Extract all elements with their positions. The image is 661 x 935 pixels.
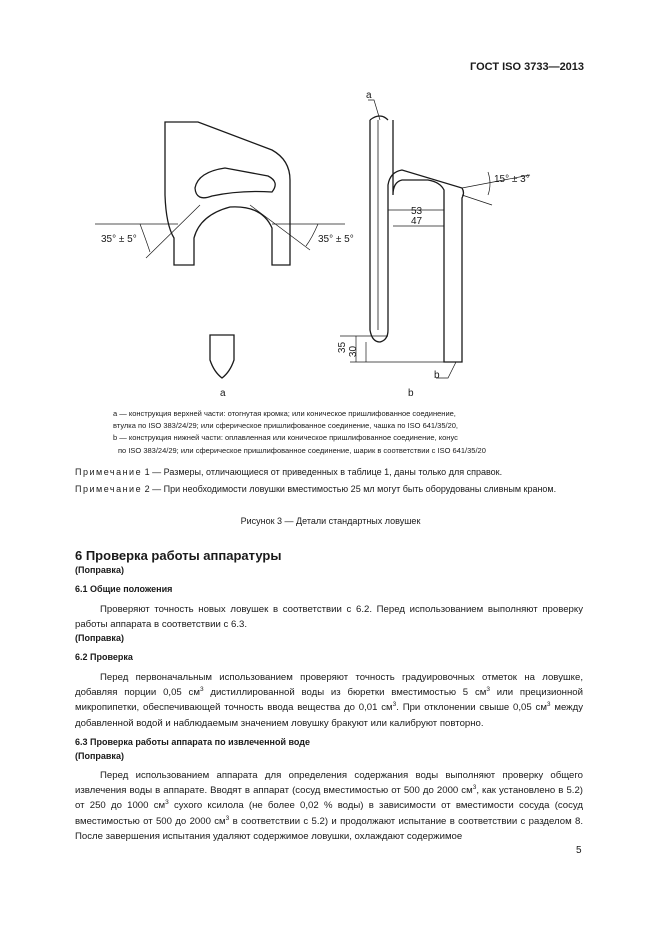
section-6-amendment: (Поправка) — [75, 565, 124, 575]
section-6-3-title: 6.3 Проверка работы аппарата по извлеченной воде — [75, 737, 311, 747]
legend-line: втулка по ISO 383/24/29; или сферическое пришлифованное соединение, чашка по ISO 641/35/20, — [113, 421, 459, 431]
note-2 — [75, 482, 585, 497]
dim-47-label: 47 — [411, 216, 423, 227]
angle-top-label: 15° ± 3° — [494, 174, 530, 185]
section-6-2-title: 6.2 Проверка — [75, 652, 133, 662]
legend-line: a — конструкция верхней части: отогнутая кромка; или коническое пришлифованное соединение, — [113, 409, 456, 418]
figure-legend — [75, 408, 595, 457]
angle-left-label: 35° ± 5° — [101, 234, 137, 245]
page-number: 5 — [576, 845, 582, 856]
section-6-1-paragraph: Проверяют точность новых ловушек в соответствии с 6.2. Перед использованием выполняют проверку работы аппарата в соответствии с 6.3. — [75, 604, 583, 631]
note-1-text: 1 — Размеры, отличающиеся от приведенных в таблице 1, даны только для справок. — [144, 467, 503, 477]
trap-a-tip — [210, 335, 234, 378]
note-2-text: 2 — При необходимости ловушки вместимостью 25 мл могут быть оборудованы сливным краном. — [144, 484, 557, 494]
trap-b-outline — [370, 120, 464, 362]
note-1 — [75, 465, 585, 480]
dim-35-label: 35 — [337, 341, 349, 354]
section-6-1-amendment: (Поправка) — [75, 633, 124, 643]
angle-right-label: 35° ± 5° — [318, 234, 354, 245]
trap-a-inner-slot — [195, 168, 275, 198]
note-1-label: Примечание — [75, 467, 143, 477]
callout-b-label: b — [434, 370, 440, 381]
document-id: ГОСТ ISO 3733—2013 — [470, 61, 585, 73]
panel-a-label: a — [220, 388, 226, 399]
section-6-1-title: 6.1 Общие положения — [75, 584, 173, 594]
section-6-2-paragraph: Перед первоначальным использованием проверяют точность градуировочных отметок на ловушке, добавляя порции 0,05 $см^3$ дистиллированной воды из бюретки вместимостью 5 $см^3$ или прецизионной микропипетки, обеспечивающей точность ввода вещества до 0,01 $см^3$. При отклонении свыше 0,05 $см^3$ между добавленной водой и наблюдаемым значением ловушку бракуют или калибруют повторно. — [75, 672, 583, 729]
section-6-3-paragraph: Перед использованием аппарата для определения содержания воды выполняют проверку общего извлечения воды в аппарате. Вводят в аппарат (сосуд вместимостью от 500 до 2000 $см^3$, как установлено в 5.2) от 250 до 1000 $см^3$ сухого ксилола (не более 0,02 % воды) в зависимости от вместимости сосуда (сосуд вместимостью от 500 до 2000 $см^3$ в соответствии с 5.2) и продолжают испытание в соответствии с разделом 8. После завершения испытания удаляют содержимое ловушки, охлаждают содержимое — [75, 770, 584, 842]
panel-b-label: b — [408, 388, 414, 399]
dim-53-label: 53 — [411, 206, 423, 217]
legend-line: по ISO 383/24/29; или сферическое пришлифованное соединение, шарик в соответствии с ISO 641/35/20 — [118, 445, 486, 455]
figure-caption: Рисунок 3 — Детали стандартных ловушек — [240, 516, 421, 526]
legend-line: b — конструкция нижней части: оплавленная или коническое пришлифованное соединение, конус — [113, 433, 458, 443]
trap-drawing — [0, 0, 661, 400]
callout-a-label: a — [366, 90, 372, 101]
section-6-title: 6 Проверка работы аппаратуры — [75, 548, 282, 563]
section-6-3-amendment: (Поправка) — [75, 751, 124, 761]
dim-30-label: 30 — [348, 345, 360, 358]
note-2-label: Примечание — [75, 484, 143, 494]
